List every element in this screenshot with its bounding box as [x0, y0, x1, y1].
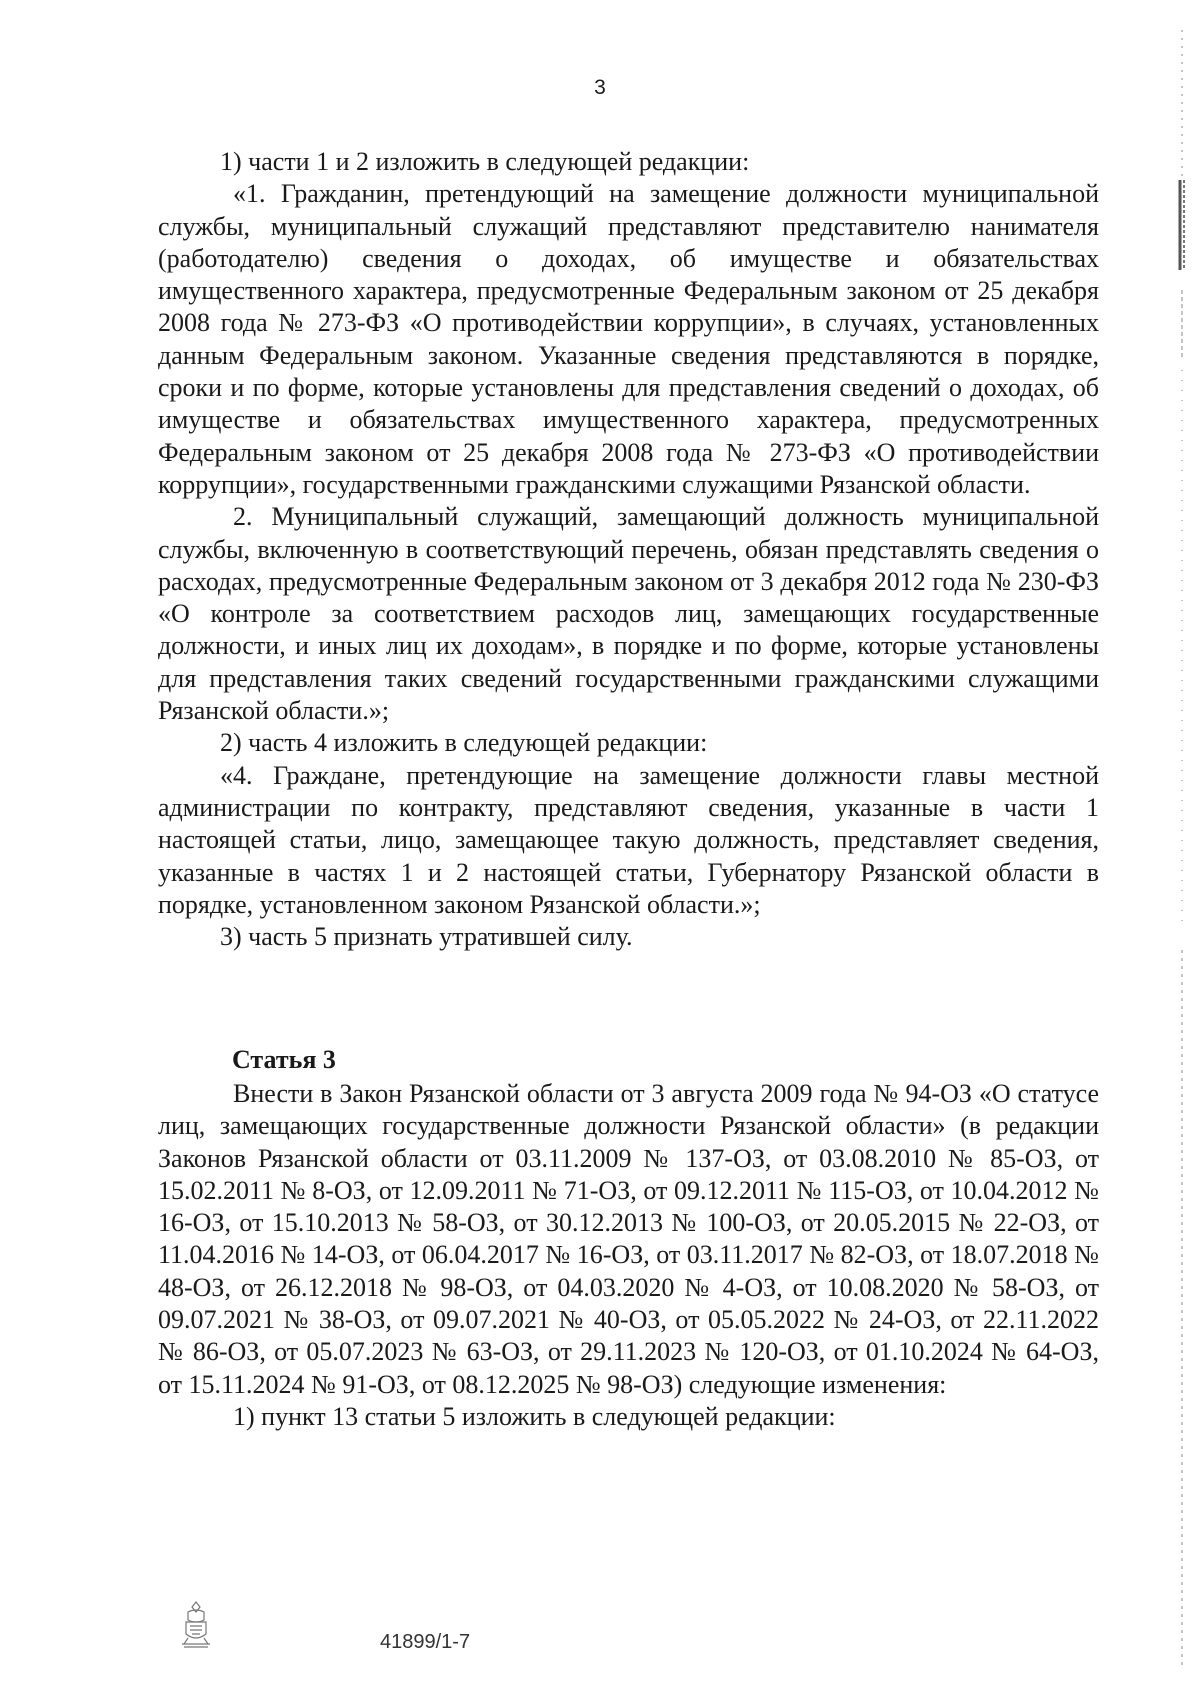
article-body	[158, 1078, 1099, 1433]
paragraph-item-1: 1) части 1 и 2 изложить в следующей редакции:	[220, 147, 750, 176]
article-paragraph-item-1: 1) пункт 13 статьи 5 изложить в следующей редакции:	[233, 1401, 836, 1431]
paragraph-part-1: «1. Гражданин, претендующий на замещение должности муниципальной службы, муниципальный служащий представляют представителю нанимателя (работодателю) сведения о доходах, об имуществе и обязательствах имущественного характера, предусмотренные Федеральным законом от 25 декабря 2008 года № 273-ФЗ «О противодействии коррупции», в случаях, установленных данным Федеральным законом. Указанные сведения представляются в порядке, сроки и по форме, которые установлены для представления сведений о доходах, об имуществе и обязательствах имущественного характера, предусмотренных Федеральным законом от 25 декабря 2008 года № 273-ФЗ «О противодействии коррупции», государственными гражданскими служащими Рязанской области.	[158, 179, 1099, 499]
page-number: 3	[594, 76, 606, 99]
coat-of-arms-icon	[176, 1598, 216, 1650]
paragraph-part-4: «4. Граждане, претендующие на замещение должности главы местной администрации по контракту, представляют сведения, указанные в части 1 настоящей статьи, лицо, замещающее такую должность, представляет сведения, указанные в частях 1 и 2 настоящей статьи, Губернатору Рязанской области в порядке, установленном законом Рязанской области.»;	[158, 760, 1099, 919]
body-text	[158, 146, 1099, 953]
document-code: 41899/1-7	[380, 1631, 471, 1653]
scan-margin-marks	[1176, 30, 1188, 1670]
paragraph-part-2: 2. Муниципальный служащий, замещающий должность муниципальной службы, включенную в соответствующий перечень, обязан представлять сведения о расходах, предусмотренные Федеральным законом от 3 декабря 2012 года № 230-ФЗ «О контроле за соответствием расходов лиц, замещающих государственные должности, и иных лиц их доходам», в порядке и по форме, которые установлены для представления таких сведений государственными гражданскими служащими Рязанской области.»;	[158, 502, 1099, 726]
article-heading: Статья 3	[232, 1045, 336, 1074]
article-paragraph-intro: Внести в Закон Рязанской области от 3 августа 2009 года № 94-ОЗ «О статусе лиц, замещающих государственные должности Рязанской области» (в редакции Законов Рязанской области от 03.11.2009 № 137-ОЗ, от 03.08.2010 № 85-ОЗ, от 15.02.2011 № 8-ОЗ, от 12.09.2011 № 71-ОЗ, от 09.12.2011 № 115-ОЗ, от 10.04.2012 № 16-ОЗ, от 15.10.2013 № 58-ОЗ, от 30.12.2013 № 100-ОЗ, от 20.05.2015 № 22-ОЗ, от 11.04.2016 № 14-ОЗ, от 06.04.2017 № 16-ОЗ, от 03.11.2017 № 82-ОЗ, от 18.07.2018 № 48-ОЗ, от 26.12.2018 № 98-ОЗ, от 04.03.2020 № 4-ОЗ, от 10.08.2020 № 58-ОЗ, от 09.07.2021 № 38-ОЗ, от 09.07.2021 № 40-ОЗ, от 05.05.2022 № 24-ОЗ, от 22.11.2022 № 86-ОЗ, от 05.07.2023 № 63-ОЗ, от 29.11.2023 № 120-ОЗ, от 01.10.2024 № 64-ОЗ, от 15.11.2024 № 91-ОЗ, от 08.12.2025 № 98-ОЗ) следующие изменения:	[158, 1079, 1099, 1399]
paragraph-item-3: 3) часть 5 признать утратившей силу.	[220, 922, 633, 952]
paragraph-item-2: 2) часть 4 изложить в следующей редакции:	[220, 728, 708, 758]
